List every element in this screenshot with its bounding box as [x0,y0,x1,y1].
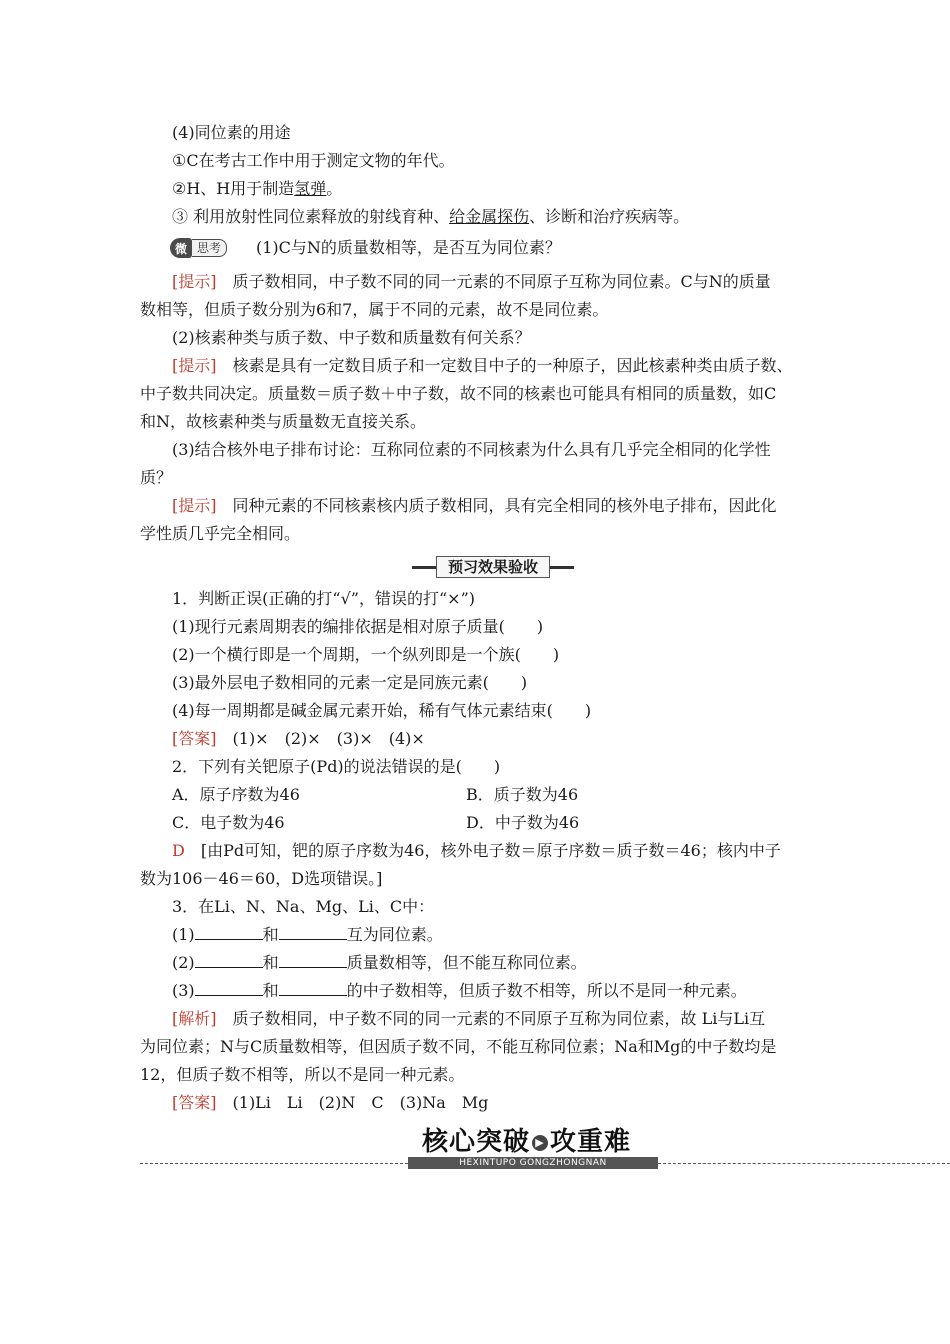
dashed-rule-left [140,1163,408,1164]
question-3-part-1 [172,924,443,946]
think-question-3-line-2: 质？ [140,468,173,487]
part-number: (3) [172,981,195,1000]
question-1-item: (1)现行元素周期表的编排依据是相对原子质量( ) [172,617,544,636]
core-banner-title-b: 攻重难 [550,1127,632,1157]
flaw-detection-term: 给金属探伤 [449,207,530,226]
part-tail: 互为同位素。 [346,925,443,944]
hint-2 [172,355,793,377]
think-icon: 微 [170,238,192,258]
question-3-part-2 [172,952,587,974]
dashed-rule-right [658,1163,950,1164]
part-tail: 的中子数相等，但质子数不相等，所以不是同一种元素。 [346,981,747,1000]
question-1-answer [172,728,425,750]
use-item-2 [172,178,342,200]
question-1-item: (3)最外层电子数相同的元素一定是同族元素( ) [172,673,528,692]
hint-1-line-2: 数相等，但质子数分别为6和7，属于不同的元素，故不是同位素。 [140,300,609,319]
explanation-line-1: [由Pd可知，钯的原子序数为46，核外电子数＝原子序数＝质子数＝46；核内中子 [200,841,781,860]
think-question-3: (3)结合核外电子排布讨论：互称同位素的不同核素为什么具有几乎完全相同的化学性 [172,440,771,459]
use-item-3-text: ③ 利用放射性同位素释放的射线育种、 [172,207,450,226]
analysis-tag: [解析] [172,1009,217,1028]
core-banner-subtitle: HEXINTUPO GONGZHONGNAN [408,1157,658,1169]
hint-3-line-2: 学性质几乎完全相同。 [140,524,301,543]
hint-2-line-3: 和N，故核素种类与质量数无直接关系。 [140,412,427,431]
hint-tag: [提示] [172,496,217,515]
option-b: B．质子数为46 [466,785,579,804]
hint-tag: [提示] [172,356,217,375]
explanation-line-2: 数为106－46＝60，D选项错误。] [140,869,383,888]
hint-2-line-1: 核素是具有一定数目质子和一定数目中子的一种原子，因此核素种类由质子数、 [232,356,793,375]
and-word: 和 [262,953,279,972]
option-d: D．中子数为46 [466,813,580,832]
preview-check-banner [412,556,574,578]
hint-1 [172,271,771,293]
use-item-3-end: 、诊断和治疗疾病等。 [529,207,690,226]
think-question-1: (1)C与N的质量数相等，是否互为同位素？ [256,238,561,257]
question-1-item: (2)一个横行即是一个周期，一个纵列即是一个族( ) [172,645,560,664]
part-tail: 质量数相等，但不能互称同位素。 [346,953,587,972]
and-word: 和 [262,925,279,944]
think-badge [170,238,227,258]
answer-text: (1)Li Li (2)N C (3)Na Mg [232,1093,489,1112]
hydrogen-bomb-term: 氢弹 [294,179,327,198]
question-3-part-3 [172,980,747,1002]
answer-blank[interactable] [279,925,347,940]
core-banner-title-a: 核心突破 [422,1127,531,1157]
option-a: A．原子序数为46 [172,785,300,804]
arrow-icon: ▶ [532,1135,548,1151]
answer-blank[interactable] [195,925,263,940]
think-label: 思考 [192,239,227,257]
section-heading: (4)同位素的用途 [172,123,291,142]
think-question-2: (2)核素种类与质子数、中子数和质量数有何关系？ [172,328,531,347]
banner-right-bar [550,566,574,569]
answer-letter: D [172,841,185,860]
question-2-explanation [172,840,781,862]
hint-tag: [提示] [172,272,217,291]
and-word: 和 [262,981,279,1000]
question-1-item: (4)每一周期都是碱金属元素开始，稀有气体元素结束( ) [172,701,592,720]
banner-title: 预习效果验收 [436,556,550,578]
core-banner-title [422,1125,631,1159]
core-breakthrough-banner [140,1125,950,1175]
use-item-1: ①C在考古工作中用于测定文物的年代。 [172,151,455,170]
use-item-3 [172,206,689,228]
question-2-stem: 2．下列有关钯原子(Pd)的说法错误的是( ) [172,757,501,776]
hint-2-line-2: 中子数共同决定。质量数＝质子数＋中子数，故不同的核素也可能具有相同的质量数，如C [140,384,777,403]
question-3-stem: 3．在Li、N、Na、Mg、Li、C中： [172,897,435,916]
answer-blank[interactable] [195,981,263,996]
question-3-analysis [172,1008,765,1030]
answer-text: (1)× (2)× (3)× (4)× [232,729,425,748]
use-item-2-end: 。 [326,179,343,198]
part-number: (2) [172,953,195,972]
answer-blank[interactable] [279,953,347,968]
banner-left-bar [412,566,436,569]
part-number: (1) [172,925,195,944]
hint-3-line-1: 同种元素的不同核素核内质子数相同，具有完全相同的核外电子排布，因此化 [232,496,777,515]
question-3-answer [172,1092,488,1114]
answer-blank[interactable] [279,981,347,996]
answer-tag: [答案] [172,1093,217,1112]
use-item-2-text: ②H、H用于制造 [172,179,295,198]
answer-blank[interactable] [195,953,263,968]
analysis-line-2: 为同位素；N与C质量数相等，但因质子数不同，不能互称同位素；Na和Mg的中子数均是 [140,1037,777,1056]
question-1-stem: 1．判断正误(正确的打“√”，错误的打“×”) [172,589,475,608]
analysis-line-3: 12，但质子数不相等，所以不是同一种元素。 [140,1065,465,1084]
hint-1-line-1: 质子数相同，中子数不同的同一元素的不同原子互称为同位素。C与N的质量 [232,272,771,291]
hint-3 [172,495,777,517]
answer-tag: [答案] [172,729,217,748]
option-c: C．电子数为46 [172,813,285,832]
analysis-line-1: 质子数相同，中子数不同的同一元素的不同原子互称为同位素，故 Li与Li互 [232,1009,766,1028]
